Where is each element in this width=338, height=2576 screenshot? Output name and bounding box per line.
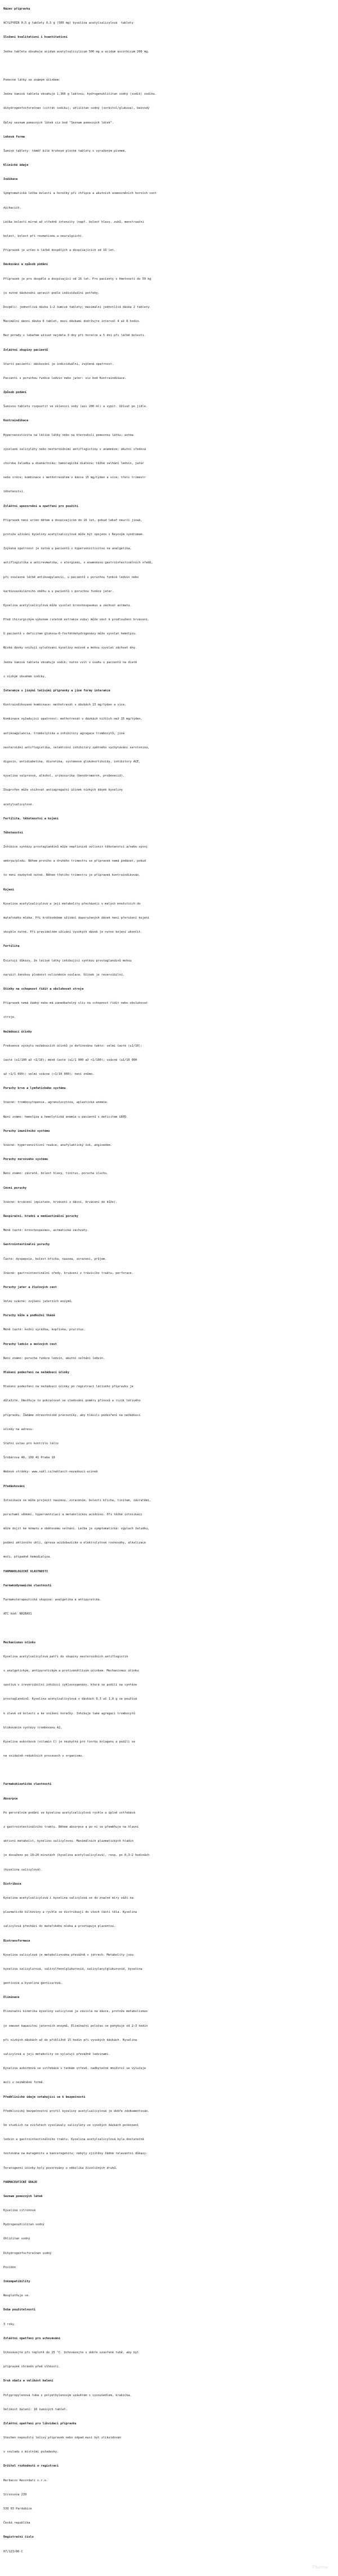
text-line: antikoagulancia, trombolytika a inhibitory agregace trombocytů, jiná: [3, 731, 124, 735]
text-line: Eliminační kinetika kyseliny salicylové je závislá na dávce, protože metabolismus: [3, 2010, 148, 2014]
text-line: salicylová přechází do mateřského mléka a prostupuje placentou.: [3, 1925, 116, 1929]
text-line: 530 03 Pardubice: [3, 2507, 32, 2511]
text-line: testována na mutagenitu a kancerogenitu; nebyly zjištěny žádné relevantní důkazy.: [3, 2152, 148, 2156]
section-heading: Farmakodynamické vlastnosti: [3, 1583, 52, 1587]
text-line: vyvolané salicyláty nebo nesteroidními antiflogistiky v anamnéze; akutní vředová: [3, 447, 146, 451]
section-heading: Fertilita, těhotenství a kojení: [3, 817, 59, 821]
text-line: acetylsalicylové.: [3, 802, 34, 806]
text-line: gentisová a kyselina gentisurová.: [3, 1982, 63, 1986]
section-heading: Hlášení podezření na nežádoucí účinky: [3, 1371, 69, 1374]
text-line: 3 roky.: [3, 2322, 16, 2326]
text-line: Uhličitan sodný: [3, 2237, 30, 2241]
section-heading: Zvláštní opatření pro likvidaci přípravku: [3, 2421, 77, 2425]
text-line: ACYLPYRIN 0,5 g tablety 0,5 g (500 mg) kyselina acetylsalicylová tablety: [3, 21, 134, 25]
text-line: přípravek chráněn před vlhkostí.: [3, 2365, 61, 2369]
text-line: přípravku. Žádáme zdravotnické pracovníky, aby hlásili podezření na nežádoucí: [3, 1413, 141, 1417]
section-heading: Eliminace: [3, 1996, 20, 2000]
text-line: Není známo: závratě, bolest hlavy, tinitus, porucha sluchu.: [3, 1172, 109, 1176]
text-line: mateřského mléka. Při krátkodobém užívání doporučených dávek není přerušení kojení: [3, 916, 150, 920]
text-line: Pomocné látky se známým účinkem:: [3, 78, 61, 82]
section-heading: Doba použitelnosti: [3, 2308, 35, 2312]
text-line: spočívá v ireverzibilní inhibici cyklooxygenázy, která se podílí na syntéze: [3, 1683, 137, 1687]
text-line: aktivní metabolit, kyselinu salicylovou. Maximálních plazmatických hladin: [3, 1840, 134, 1843]
text-line: Strossova 239: [3, 2493, 27, 2496]
text-line: Ve studiích na zvířatech vyvolávaly salicyláty ve vysokých dávkách poškození: [3, 2123, 139, 2127]
section-heading: Inkompatibility: [3, 2280, 30, 2283]
text-line: důležité. Umožňuje to pokračovat ve sledování poměru přínosů a rizik léčivého: [3, 1399, 141, 1403]
section-heading: Poruchy imunitního systému: [3, 1129, 50, 1133]
text-line: k úlevě od bolesti a ke snížení horečky. Inhibuje také agregaci trombocytů: [3, 1712, 135, 1715]
text-line: Uchovávejte při teplotě do 25 °C. Uchovávejte v dobře uzavřené tubě, aby byl: [3, 2350, 139, 2354]
text-line: Velmi vzácné: zvýšení jaterních enzymů.: [3, 1300, 73, 1304]
text-line: Přípravek nemá žádný nebo má zanedbatelný vliv na schopnost řídit nebo obsluhovat: [3, 1002, 148, 1005]
text-line: Kyselina acetylsalicylová a její metabolity přecházejí v malých množstvích do: [3, 902, 141, 906]
text-line: Starší pacienti: dávkování je individuální, zvýšená opatrnost.: [3, 362, 114, 366]
text-line: [3, 1763, 335, 1777]
text-line: (kyselina salicylová).: [3, 1868, 43, 1872]
text-line: v souladu s místními požadavky.: [3, 2450, 59, 2454]
text-line: Není známo: porucha funkce ledvin, akutní selhání ledvin.: [3, 1356, 105, 1360]
text-line: časté (≥1/100 až <1/10); méně časté (≥1/1 000 až <1/100); vzácné (≥1/10 000: [3, 1058, 137, 1062]
text-line: dihydrogenfosforečnan (citrát sodíku); uhličitan sodný (sorbitol/glukosa), bezvodý: [3, 107, 150, 111]
text-line: stroje.: [3, 1016, 16, 1020]
section-heading: Léková forma: [3, 135, 25, 139]
text-line: Existují důkazy, že léčivé látky inhibující syntézu prostaglandinů mohou: [3, 959, 132, 963]
text-line: plazmatické bílkoviny a rychle se distribuují do všech částí těla. Kyselina: [3, 1911, 137, 1915]
text-line: s nízkým obsahem sodíku.: [3, 674, 46, 678]
text-line: Kyselina acetylsalicylová může vyvolat bronchospasmus a záchvat astmatu.: [3, 603, 132, 607]
text-line: Kyselina salicylová je metabolizována převážně v játrech. Metabolity jsou: [3, 1953, 134, 1957]
section-heading: FARMAKOLOGICKÉ VLASTNOSTI: [3, 1569, 48, 1573]
section-heading: Poruchy ledvin a močových cest: [3, 1342, 57, 1346]
text-line: kardiovaskulárního oběhu a u pacientů s poruchou funkce jater.: [3, 589, 114, 593]
text-line: narušit ženskou plodnost ovlivněním ovulace. Účinek je reverzibilní.: [3, 973, 124, 977]
text-line: Jedna tableta obsahuje acidum acetylsalicylicum 500 mg a acidum ascorbicum 200 mg.: [3, 50, 150, 54]
text-line: Webové stránky: www.sukl.cz/nahlasit-nezadouci-ucinek: [3, 1470, 98, 1474]
text-line: Není známo: hemolýza a hemolytická anémie u pacientů s deficitem G6PD.: [3, 1115, 128, 1119]
text-line: Hlášení podezření na nežádoucí účinky po registraci léčivého přípravku je: [3, 1385, 134, 1389]
section-heading: Mechanismus účinku: [3, 1640, 35, 1644]
text-line: Jedna šumivá tableta obsahuje sodík; nutno vzít v úvahu u pacientů na dietě: [3, 660, 137, 664]
text-line: Jedna šumivá tableta obsahuje 1,366 g laktosu, hydrogenuhličitan sodný (sodík) sodíku.: [3, 92, 157, 96]
text-line: je dosaženo po 10–20 minutách (kyselina acetylsalicylová), resp. po 0,3–2 hodinách: [3, 1854, 150, 1858]
text-line: Ibuprofen může snižovat antiagregační účinek nízkých dávek kyseliny: [3, 788, 123, 792]
text-line: Vzácné: krvácení (epistaxe, krvácení z dásní, krvácení do kůže).: [3, 1200, 118, 1204]
text-line: Symptomatická léčba bolesti a horečky při chřipce a akutních onemocněních horních cest: [3, 192, 157, 196]
text-line: Méně časté: kožní vyrážka, kopřivka, pruritus.: [3, 1328, 86, 1332]
text-line: [3, 59, 335, 73]
section-heading: Seznam pomocných látek: [3, 2194, 43, 2198]
text-line: na oxidačně-redukčních procesech v organismu.: [3, 1754, 84, 1758]
section-heading: Nežádoucí účinky: [3, 1030, 32, 1034]
text-line: Neuplatňuje se.: [3, 2294, 30, 2298]
section-heading: Složení kvalitativní i kvantitativní: [3, 36, 68, 39]
text-line: Kombinace vyžadující opatrnost: methotrexát v dávkách nižších než 15 mg/týden,: [3, 717, 143, 721]
text-line: Frekvence výskytu nežádoucích účinků je definována takto: velmi časté (≥1/10);: [3, 1044, 143, 1048]
text-line: Dihydrogenfosforečnan sodný: [3, 2251, 52, 2255]
text-line: Státní ústav pro kontrolu léčiv: [3, 1441, 59, 1445]
text-line: nesteroidní antiflogistika, selektivní inhibitory zpětného vychytávání serotoninu,: [3, 746, 150, 749]
section-heading: Zvláštní skupiny pacientů: [3, 348, 48, 352]
section-heading: Zvláštní upozornění a opatření pro použití: [3, 504, 78, 508]
section-heading: Předklinické údaje vztahující se k bezpečnosti: [3, 2095, 86, 2099]
section-heading: Indikace: [3, 178, 18, 182]
text-line: může dojít ke kómatu a oběhovému selhání. Léčba je symptomatická: výplach žaludku,: [3, 1527, 150, 1531]
text-line: Šumivé tablety: téměř bílé kruhové ploché tablety s vyraženým písmem.: [3, 149, 127, 153]
section-heading: Držitel rozhodnutí o registraci: [3, 2464, 59, 2468]
text-line: Inhibice syntézy prostaglandinů může nepříznivě ovlivnit těhotenství a/nebo vývoj: [3, 845, 148, 849]
text-line: je omezen kapacitou jaterních enzymů. Eliminační poločas se pohybuje od 2–3 hodin: [3, 2024, 148, 2028]
text-line: obvykle nutné. Při pravidelném užívání vysokých dávek je nutno kojení ukončit.: [3, 930, 143, 934]
section-heading: Dávkování a způsob podání: [3, 263, 48, 267]
text-line: Časté: dyspepsie, bolest břicha, nauzea, zvracení, průjem.: [3, 1257, 107, 1261]
text-line: protože užívání kyseliny acetylsalicylové může být spojeno s Reyovým syndromem.: [3, 532, 144, 536]
text-line: Vzácné: gastrointestinální vředy, krvácení z trávicího traktu, perforace.: [3, 1271, 134, 1275]
text-line: dýchacích.: [3, 206, 21, 210]
text-line: Všechen nepoužitý léčivý přípravek nebo odpad musí být zlikvidován: [3, 2436, 121, 2440]
text-line: s analgetickým, antipyretickým a protizánětlivým účinkem. Mechanismus účinku: [3, 1669, 139, 1673]
watermark-logo: Pharma: [312, 2565, 328, 2570]
text-line: Vzácné: hypersenzitivní reakce, anafylaktický šok, angioedém.: [3, 1144, 112, 1147]
text-line: Maximální denní dávka 6 tablet, mezi dávkami dodržujte interval 4 až 8 hodin.: [3, 320, 141, 324]
text-line: Kontraindikované kombinace: methotrexát v dávkách 15 mg/týden a více.: [3, 703, 127, 707]
text-line: choroba žaludku a dvanáctníku; hemoragická diatéza; těžké selhání ledvin, jater: [3, 462, 144, 465]
text-line: těhotenství.: [3, 490, 25, 494]
text-line: při nízkých dávkách až do přibližně 15 hodin při vysokých dávkách. Kyselina: [3, 2038, 137, 2042]
section-heading: Poruchy jater a žlučových cest: [3, 1285, 57, 1289]
text-line: Kyselina citronová: [3, 2209, 35, 2213]
text-line: Farmakoterapeutická skupina: analgetika a antipyretika.: [3, 1598, 101, 1602]
text-line: Bez porady s lékařem užívat nejdéle 3 dny při horečce a 5 dní při léčbě bolesti.: [3, 334, 146, 338]
text-line: [3, 1621, 335, 1635]
section-heading: Gastrointestinální poruchy: [3, 1243, 50, 1247]
text-line: podání aktivního uhlí, úprava acidobazické a elektrolytové rovnováhy, alkalizace: [3, 1541, 146, 1545]
text-line: Velikost balení: 10 šumivých tablet.: [3, 2407, 68, 2411]
text-line: moči, případně hemodialýza.: [3, 1555, 52, 1559]
section-heading: Klinické údaje: [3, 164, 29, 167]
text-line: 07/123/86-C: [3, 2549, 23, 2553]
section-heading: Zvláštní opatření pro uchovávání: [3, 2336, 61, 2340]
text-line: Intoxikace se může projevit nauzeou, zvracením, bolestí břicha, tinitem, závratěmi,: [3, 1498, 152, 1502]
text-line: blokováním syntézy tromboxanu A2.: [3, 1726, 63, 1730]
section-heading: Respirační, hrudní a mediastinální poruchy: [3, 1214, 78, 1218]
text-line: Pacienti s poruchou funkce ledvin nebo jater: viz bod Kontraindikace.: [3, 376, 127, 380]
section-heading: Interakce s jinými léčivými přípravky a jiné formy interakce: [3, 689, 110, 692]
text-line: salicylová a její metabolity se vylučují převážně ledvinami.: [3, 2053, 110, 2056]
text-line: Teratogenní účinky byly pozorovány u několika živočišných druhů.: [3, 2166, 118, 2170]
text-line: ledvin a gastrointestinálního traktu. Kyselina acetylsalicylová byla dostatečně: [3, 2138, 144, 2142]
section-heading: Biotransformace: [3, 1939, 30, 1943]
section-heading: Absorpce: [3, 1797, 18, 1801]
text-line: Kyselina acetylsalicylová i kyselina salicylová se do značné míry váží na: [3, 1896, 134, 1900]
section-heading: Distribuce: [3, 1882, 21, 1886]
text-line: Kyselina acetylsalicylová patří do skupiny nesteroidních antiflogistik: [3, 1655, 128, 1658]
section-heading: Způsob podání: [3, 391, 27, 395]
section-heading: Druh obalu a velikost balení: [3, 2379, 54, 2383]
text-line: účinky na adresu:: [3, 1427, 34, 1431]
text-line: prostaglandinů. Kyselina acetylsalicylová v dávkách 0,3 až 1,0 g se používá: [3, 1697, 137, 1701]
text-line: je nutné dávkování upravit podle individuální potřeby.: [3, 291, 100, 295]
text-line: Předklinický bezpečnostní profil kyseliny acetylsalicylové je dobře zdokumentován.: [3, 2109, 150, 2113]
section-heading: Poruchy krve a lymfatického systému: [3, 1087, 66, 1091]
text-line: Šumivou tabletu rozpustit ve sklenici vody (asi 200 ml) a vypít. Užívat po jídle.: [3, 405, 148, 409]
section-heading: Poruchy nervového systému: [3, 1158, 48, 1162]
text-line: ATC kód: N02BA51: [3, 1612, 32, 1616]
text-line: to není nezbytně nutné. Během třetího trimestru je přípravek kontraindikován.: [3, 874, 141, 877]
text-line: Zvýšená opatrnost je nutná u pacientů s hypersenzitivitou na analgetika,: [3, 547, 132, 551]
text-line: z gastrointestinálního traktu. Během absorpce a po ní se přeměňuje na hlavní: [3, 1825, 139, 1829]
text-line: poruchami vědomí, hyperventilací a metabolickou acidózou. Při těžké intoxikaci: [3, 1512, 143, 1516]
text-line: U pacientů s deficitem glukosa-6-fosfátdehydrogenázy může vyvolat hemolýzu.: [3, 632, 137, 636]
section-heading: Poruchy kůže a podkožní tkáně: [3, 1314, 55, 1318]
text-line: při současné léčbě antikoagulancii, u pacientů s poruchou funkce ledvin nebo: [3, 575, 139, 579]
text-line: kyselina salicylurová, salicylfenolglukuronid, salicylacylglukuronid, kyselina: [3, 1967, 143, 1971]
text-line: kyselina valproová, alkohol, urikosurika (benzbromaron, probenecid).: [3, 774, 124, 778]
section-heading: Fertilita: [3, 945, 20, 949]
text-line: Méně časté: bronchospasmus, astmatické záchvaty.: [3, 1229, 89, 1233]
text-line: Přípravek není určen dětem a dospívajícím do 16 let, pokud lékař neurčí jinak,: [3, 518, 143, 522]
text-line: Polypropylenová tuba s polyethylenovým uzávěrem s vysoušedlem, krabička.: [3, 2393, 132, 2397]
text-line: Léčba bolestí mírné až středně intenzity (např. bolest hlavy, zubů, menstruační: [3, 220, 144, 224]
text-line: Po perorálním podání se kyselina acetylsalicylová rychle a úplně vstřebává: [3, 1811, 135, 1815]
text-line: Šrobárova 48, 100 41 Praha 10: [3, 1456, 55, 1460]
text-line: Přípravek je pro dospělé a dospívající od 16 let. Pro pacienty s hmotností do 50 kg: [3, 277, 152, 281]
text-line: Hypersenzitivita na léčivé látky nebo na kteroukoli pomocnou látku; astma: [3, 433, 134, 437]
text-line: močí v nezměněné formě.: [3, 2081, 45, 2085]
section-heading: Název přípravku: [3, 7, 30, 11]
text-line: Vzácné: trombocytopenie, agranulocytóza, aplastická anémie.: [3, 1101, 109, 1105]
text-line: antiflogistika a antirevmatika, s alergiemi, s anamnézou gastrointestinálních vředů,: [3, 561, 153, 565]
section-heading: Registrační číslo: [3, 2535, 34, 2539]
text-line: bolest, bolest při revmatismu a neuralgiích).: [3, 235, 84, 238]
section-heading: Účinky na schopnost řídit a obsluhovat stroje: [3, 987, 84, 991]
text-line: až <1/1 000); velmi vzácné (<1/10 000); není známo.: [3, 1073, 95, 1077]
text-line: Kyselina askorbová (vitamin C) je nezbytná pro tvorbu kolagenu a podílí se: [3, 1740, 135, 1744]
section-heading: Těhotenství: [3, 831, 23, 835]
section-heading: Předávkování: [3, 1484, 25, 1488]
text-line: embrya/plodu. Během prvního a druhého trimestru se přípravek nemá podávat, pokud: [3, 859, 146, 863]
text-line: digoxin, antidiabetika, diuretika, systémové glukokortikoidy, inhibitory ACE,: [3, 760, 141, 764]
text-line: Nízké dávky snižují vylučování kyseliny močové a mohou vyvolat záchvat dny.: [3, 646, 137, 650]
section-heading: Kontraindikace: [3, 419, 29, 423]
text-line: nebo srdce; kombinace s methotrexátem v dávce 15 mg/týden a více; třetí trimestr: [3, 476, 146, 480]
section-heading: Cévní poruchy: [3, 1186, 27, 1190]
section-heading: Farmakokinetické vlastnosti: [3, 1783, 52, 1787]
text-line: Hydrogenuhličitan sodný: [3, 2223, 45, 2227]
text-line: Úplný seznam pomocných látek viz bod "Seznam pomocných látek".: [3, 121, 114, 125]
text-line: Herbacos Recordati s.r.o.: [3, 2478, 48, 2482]
text-line: Česká republika: [3, 2521, 30, 2525]
text-line: Přípravek je určen k léčbě dospělých a dospívajících od 16 let.: [3, 249, 116, 253]
text-line: Před chirurgickým výkonem (včetně extrakce zubu) může vést k prodloužení krvácení.: [3, 618, 150, 622]
section-heading: FARMACEUTICKÉ ÚDAJE: [3, 2180, 38, 2184]
section-heading: Kojení: [3, 888, 14, 892]
text-line: Dospělí: jednotlivá dávka 1–2 šumivé tablety; maximální jednotlivá dávka 2 tablety.: [3, 305, 152, 309]
text-line: Povidon: [3, 2265, 16, 2269]
text-line: Kyselina askorbová se vstřebává v tenkém střevě, nadbytečné množství se vylučuje: [3, 2067, 146, 2071]
